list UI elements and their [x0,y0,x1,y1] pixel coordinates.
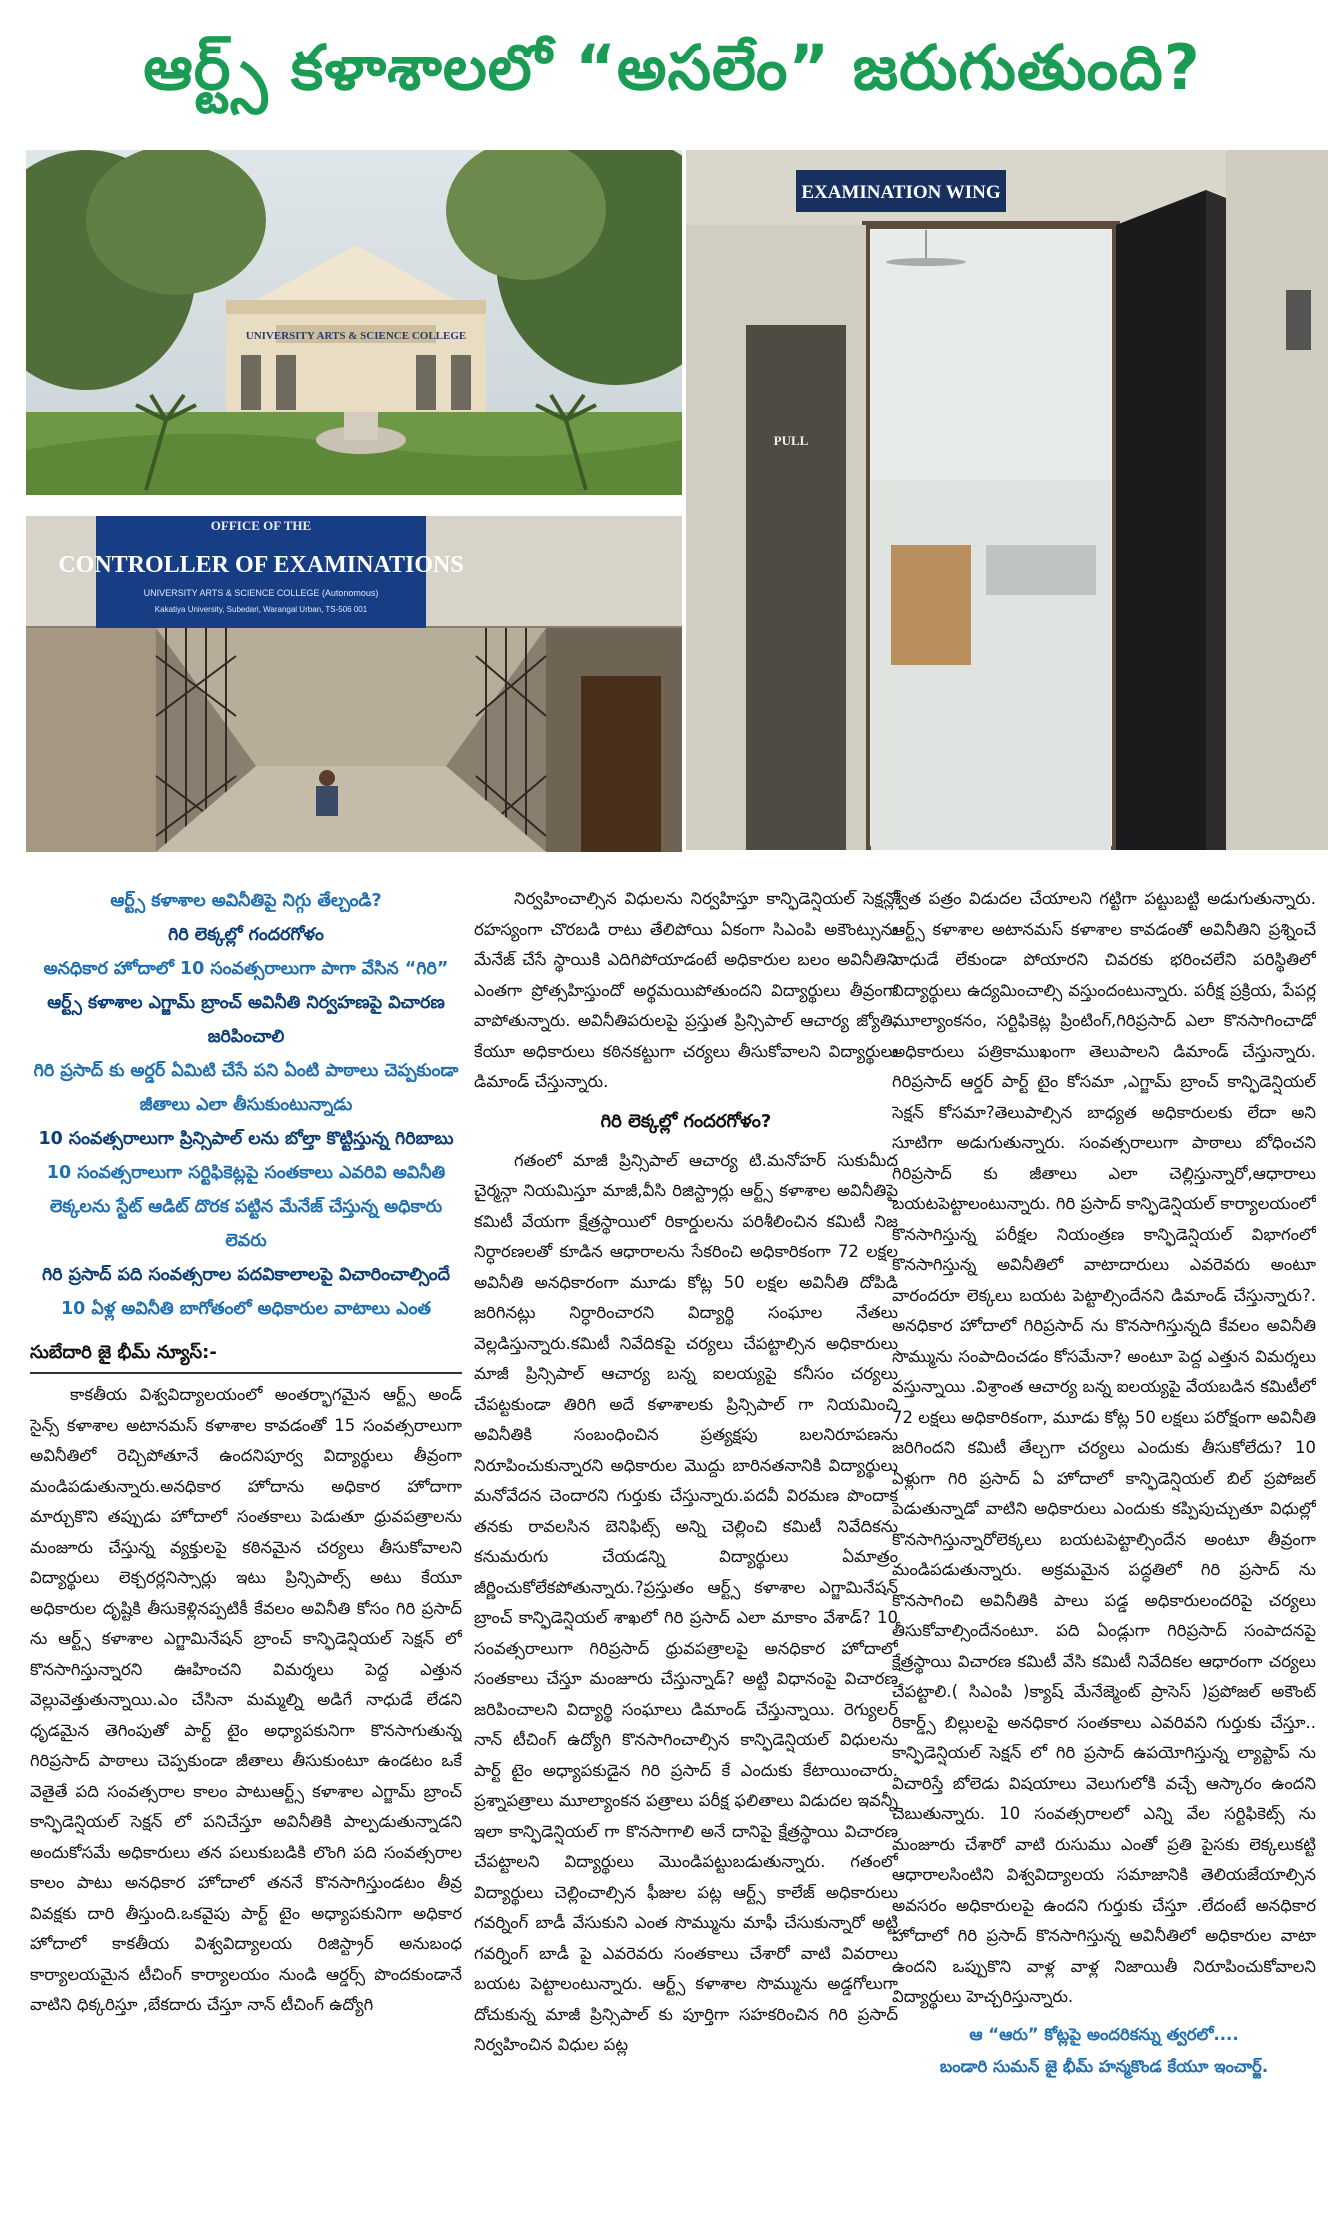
coe-board-main: CONTROLLER OF EXAMINATIONS [58,552,464,578]
column-2-body-a: నిర్వహించాల్సిన విధులను నిర్వహిస్తూ కాన్ఫిడెన్షియల్ సెక్షన్లో రహస్యంగా చొరబడి రాటు తేలిపోయి ఏకంగా సిఎంపి అకౌంట్సును మేనేజ్ చేసే స్థాయికి ఎదిగిపోయాడంటే అధికారుల బలం అవినీతిని ఎంతగా ప్రోత్సహిస్తుందో అర్థమయిపోతుందని విద్యార్థులు తీవ్రంగా వాపోతున్నారు. అవినీతిపరులపై ప్రస్తుత ప్రిన్సిపాల్ ఆచార్య జ్యోతి, కేయూ అధికారులు కఠినకట్టుగా చర్యలు తీసుకోవాలని విద్యార్థులు డిమాండ్ చేస్తున్నారు. [474,889,898,1091]
highlight-2: గిరి లెక్కల్లో గందరగోళం [168,925,324,945]
highlight-6: 10 సంవత్సరాలుగా ప్రిన్సిపాల్ లను బోల్తా కొట్టిస్తున్న గిరిబాబు [38,1129,454,1149]
examination-wing-photo [686,150,1328,850]
coe-board-top: OFFICE OF THE [210,518,312,533]
highlight-3: అనధికార హోదాలో 10 సంవత్సరాలుగా పాగా వేసిన “గిరి” [43,959,449,979]
footer-teaser: ఆ “ఆరు” కోట్లపై అందరికన్ను త్వరలో.... [969,2024,1239,2044]
coe-board-address: Kakatiya University, Subedari, Warangal Urban, TS-506 001 [154,605,368,614]
column-1-body: కాకతీయ విశ్వవిద్యాలయంలో అంతర్భాగమైన ఆర్ట్స్ అండ్ సైన్స్ కళాశాల అటానమస్ కళాశాల కావడంతో 15 సంవత్సరాలుగా అవినీతిలో రెచ్చిపోతూనే ఉందనిపూర్వ విద్యార్థులు తీవ్రంగా మండిపడుతున్నారు.అనధికార హోదాను అధికార హోదాగా మార్చుకొని తప్పుడు హోదాలో సంతకాలు పెడుతూ ధ్రువపత్రాలను మంజూరు చేస్తున్న వ్యక్తులపై కఠినమైన చర్యలు తీసుకోవాలని విద్యార్థులు లెక్చరర్లనిస్సార్లు ఇటు ప్రిన్సిపాల్స్ అటు కేయూ అధికారుల దృష్టికి తీసుకెళ్లినప్పటికీ కేవలం అవినీతి కోసం గిరి ప్రసాద్ ను ఆర్ట్స్ కళాశాల ఎగ్జామినేషన్ బ్రాంచ్ కాన్ఫిడెన్షియల్ సెక్షన్ లో కొనసాగిస్తున్నారని ఊహించని విమర్శలు పెద్ద ఎత్తున వెల్లువెత్తుతున్నాయి.ఎం చేసినా మమ్మల్ని అడిగే నాధుడే లేడని ధృడమైన తెగింపుతో పార్ట్ టైం అధ్యాపకునిగా కొనసాగుతున్న గిరిప్రసాద్ పాఠాలు చెప్పకుండా జీతాలు తీసుకుంటూ ఉండటం ఒకే వెతైతే పది సంవత్సరాల కాలం పాటుఆర్ట్స్ కళాశాల ఎగ్జామ్ బ్రాంచ్ కాన్ఫిడెన్షియల్ సెక్షన్ లో పనిచేస్తూ అవినీతికి పాల్పడుతున్నాడని అందుకోసమే అధికారులు తన పలుకుబడికి లొంగి పది సంవత్సరాల కాలం పాటు అనధికార హోదాలో తననే కొనసాగిస్తుండటం తీవ్ర వివక్షకు దారి తీస్తుంది.ఒకవైపు పార్ట్ టైం అధ్యాపకునిగా అధికార హోదాలో కాకతీయ విశ్వవిద్యాలయ రిజిస్ట్రార్ అనుబంధ కార్యాలయమైన టీచింగ్ కార్యాలయం నుండి ఆర్డర్స్ పొందకుండానే వాటిని ధిక్కరిస్తూ ,బేకదారు చేస్తూ నాన్ టీచింగ్ ఉద్యోగి [30,1385,462,2014]
highlight-4: ఆర్ట్స్ కళాశాల ఎగ్జామ్ బ్రాంచ్ అవినీతి నిర్వహణపై విచారణ జరిపించాలి [47,993,445,1047]
footer-reporter: బండారి సుమన్ జై భీమ్ హన్మకొండ కేయూ ఇంచార్జ్. [939,2056,1269,2076]
highlight-8: గిరి ప్రసాద్ పది సంవత్సరాల పదవికాలాలపై విచారించాల్సిందే [41,1265,451,1285]
column-2-body-b: గతంలో మాజీ ప్రిన్సిపాల్ ఆచార్య టి.మనోహర్ సుకుమీద చైర్మన్గా నియమిస్తూ మాజీ,వీసి రిజిస్ట్రార్లు ఆర్ట్స్ కళాశాల అవినీతిపై కమిటీ వేయగా క్షేత్రస్థాయిలో రికార్డులను పరిశీలించిన కమిటీ నిజ నిర్ధారణలతో కూడిన ఆధారాలను సేకరించి అధికారికంగా 72 లక్షల అవినీతి అనధికారంగా మూడు కోట్ల 50 లక్షల అవినీతి దోపిడి జరిగినట్లు నిర్ధారించారని విద్యార్థి సంఘాల నేతలు వెల్లడిస్తున్నారు.కమిటీ నివేదికపై చర్యలు చేపట్టాల్సిన అధికారులు మాజీ ప్రిన్సిపాల్ ఆచార్య బన్న ఐలయ్యపై కనీసం చర్యలు చేపట్టకుండా తిరిగి అదే కళాశాలకు ప్రిన్సిపాల్ గా నియమించి అవినీతికి సంబంధించిన ప్రత్యక్షపు బలనిరూపణను నిరూపించుకున్నారని అధికారుల మొద్దు బారినతనానికి విద్యార్థులు మనోవేదన చెందారని గుర్తుకు చేస్తున్నారు.పదవీ విరమణ పొందాక తనకు రావలసిన బెనిఫిట్స్ అన్ని చెల్లించి కమిటీ నివేదికను కనుమరుగు చేయడన్ని విద్యార్థులు ఏమాత్రం జీర్ణించుకోలేకపోతున్నారు.?ప్రస్తుతం ఆర్ట్స్ కళాశాల ఎగ్జామినేషన్ బ్రాంచ్ కాన్ఫిడెన్షియల్ శాఖలో గిరి ప్రసాద్ ఎలా మాకాం వేశాడ్? 10 సంవత్సరాలుగా గిరిప్రసాద్ ధ్రువపత్రాలపై అనధికార హోదాలో సంతకాలు చేస్తూ మంజూరు చేస్తున్నాడ్? అట్టి విధానంపై విచారణ జరిపించాలని విద్యార్థి సంఘాలు డిమాండ్ చేస్తున్నాయి. రెగ్యులర్ నాన్ టీచింగ్ ఉద్యోగి కొనసాగించాల్సిన కాన్ఫిడెన్షియల్ విధులను పార్ట్ టైం అధ్యాపకుడైన గిరి ప్రసాద్ కే ఎందుకు కేటాయించారు. ప్రశ్నాపత్రాలు మూల్యాంకన పత్రాలు పరీక్ష ఫలితాలు విడుదల ఇవన్నీ ఇలా కాన్ఫిడెన్షియల్ గా కొనసాగాలి అనే దానిపై క్షేత్రస్థాయి విచారణ చేపట్టాలని విద్యార్థులు మొండిపట్టుబడుతున్నారు. గతంలో విద్యార్థులు చెల్లించాల్సిన ఫీజుల పట్ల ఆర్ట్స్ కాలేజ్ అధికారులు గవర్నింగ్ బాడీ వేసుకుని ఎంత సొమ్మును మాఫీ చేసుకున్నారో అట్టి గవర్నింగ్ బాడీ పై ఎవరెవరు సంతకాలు చేశారో వాటి వివరాలు బయట పెట్టాలంటున్నారు. ఆర్ట్స్ కళాశాల సొమ్మును అడ్డగోలుగా దోచుకున్న మాజీ ప్రిన్సిపాల్ కు పూర్తిగా సహకరించిన గిరి ప్రసాద్ నిర్వహించిన విధుల పట్ల [474,1150,898,2054]
byline: సుబేదారి జై భీమ్ న్యూస్:- [30,1342,217,1363]
highlight-5: గిరి ప్రసాద్ కు అర్డర్ ఏమిటి చేసే పని ఏంటి పాఠాలు చెప్పకుండా జీతాలు ఎలా తీసుకుంటున్నాడు [33,1061,459,1115]
coe-board-sub: UNIVERSITY ARTS & SCIENCE COLLEGE (Autonomous) [143,588,379,598]
controller-of-examinations-photo [26,516,682,852]
column-2-subheading: గిరి లెక్కల్లో గందరగోళం? [600,1110,772,1132]
door-pull-label: PULL [773,433,809,448]
article-column-1 [30,884,462,2214]
college-sign-text: UNIVERSITY ARTS & SCIENCE COLLEGE [245,330,467,342]
byline-rule [30,1372,462,1374]
exam-wing-sign: EXAMINATION WING [801,182,1001,203]
highlight-7: 10 సంవత్సరాలుగా సర్టిఫికెట్లపై సంతకాలు ఎవరివి అవినీతి లెక్కలను స్టేట్ ఆడిట్ దొరక పట్టిన మేనేజ్ చేస్తున్న అధికారు లెవరు [46,1163,446,1251]
highlight-9: 10 ఏళ్ల అవినీతి బాగోతంలో అధికారుల వాటాలు ఎంత [60,1299,432,1319]
college-campus-photo [26,150,682,495]
article-column-2 [474,884,898,2214]
column-3-body: శ్వేత పత్రం విడుదల చేయాలని గట్టిగా పట్టుబట్టి అడుగుతున్నారు. ఆర్ట్స్ కళాశాల అటానమస్ కళాశాల కావడంతో అవినీతిని ప్రశ్నించే నాధుడే లేకుండా పోయారని చివరకు భరించలేని పరిస్థితిలో విద్యార్థులు ఉద్యమించాల్సి వస్తుందంటున్నారు. పరీక్ష ప్రక్రియ, పేపర్ల మూల్యాంకనం, సర్టిఫికెట్ల ప్రింటింగ్,గిరిప్రసాద్ ఎలా కొనసాగించాడో అధికారులు పత్రికాముఖంగా తెలుపాలని డిమాండ్ చేస్తున్నారు. గిరిప్రసాద్ ఆర్డర్ పార్ట్ టైం కోసమా ,ఎగ్జామ్ బ్రాంచ్ కాన్ఫిడెన్షియల్ సెక్షన్ కోసమా?తెలుపాల్సిన బాధ్యత అధికారులకు లేదా అని సూటిగా అడుగుతున్నారు. సంవత్సరాలుగా పాఠాలు బోధించని గిరిప్రసాద్ కు జీతాలు ఎలా చెల్లిస్తున్నారో,ఆధారాలు బయటపెట్టాలంటున్నారు. గిరి ప్రసాద్ కాన్ఫిడెన్షియల్ కార్యాలయంలో కొనసాగిస్తున్న పరీక్షల నియంత్రణ కాన్ఫిడెన్షియల్ విభాగంలో కొనసాగిస్తున్న అవినీతిలో వాటాదారులు ఎవరెవరు అంటూ వారందరూ లెక్కలు బయట పెట్టాల్సిందేనని డిమాండ్ చేస్తున్నారు?. అనధికార హోదాలో గిరిప్రసాద్ ను కొనసాగిస్తున్నది కేవలం అవినీతి సొమ్మును సంపాదించడం కోసమేనా? అంటూ పెద్ద ఎత్తున విమర్శలు వస్తున్నాయి .విశ్రాంత ఆచార్య బన్న ఐలయ్యపై వేయబడిన కమిటీలో 72 లక్షలు అధికారికంగా, మూడు కోట్ల 50 లక్షలు పరోక్షంగా అవినీతి జరిగిందని కమిటీ తేల్చగా చర్యలు ఎందుకు తీసుకోలేదు? 10 ఏళ్లుగా గిరి ప్రసాద్ ఏ హోదాలో కాన్ఫిడెన్షియల్ బిల్ ప్రపోజల్ పెడుతున్నాడో వాటిని అధికారులు ఎందుకు కప్పిపుచ్చుతూ విధుల్లో కొనసాగిస్తున్నారోలెక్కలు బయటపెట్టాల్సిందేన అంటూ తీవ్రంగా మండిపడుతున్నారు. అక్రమమైన పద్ధతిలో గిరి ప్రసాద్ ను కొనసాగించి అవినీతికి పాలు పడ్డ అధికారులందరిపై చర్యలు తీసుకోవాల్సిందేనంటూ. పది ఏండ్లుగా గిరిప్రసాద్ సంపాదనపై క్షేత్రస్థాయి విచారణ కమిటీ వేసి కమిటీ నివేదికల ఆధారంగా చర్యలు చేపట్టాలి.( సిఎంపి )క్యాష్ మేనేజ్మెంట్ ప్రాసెస్ )ప్రపోజల్ అకౌంట్ రికార్డ్స్ బిల్లులపై అనధికార సంతకాలు ఎవరివని గుర్తుకు చేస్తూ.. కాన్ఫిడెన్షియల్ సెక్షన్ లో గిరి ప్రసాద్ ఉపయోగిస్తున్న ల్యాప్టాప్ ను విచారిస్తే బోలెడు విషయాలు వెలుగులోకి వచ్చే ఆస్కారం ఉందని చెబుతున్నారు. 10 సంవత్సరాలలో ఎన్ని వేల సర్టిఫికెట్స్ ను మంజూరు చేశారో వాటి రుసుము ఎంతో ప్రతి పైసకు లెక్కలుకట్టి ఆధారాలసింటిని విశ్వవిద్యాలయ సమాజానికి తెలియజేయాల్సిన అవసరం అధికారులపై ఉందని గుర్తుకు చేస్తూ .లేదంటే అనధికార హోదాలో గిరి ప్రసాద్ కొనసాగిస్తున్న అవినీతిలో అధికారుల వాటా ఉందని ఒప్పుకొని వాళ్ల వాళ్ల నిజాయితీ నిరూపించుకోవాలని విద్యార్థులు హెచ్చరిస్తున్నారు. [892,889,1316,2006]
highlight-1: ఆర్ట్స్ కళాశాల అవినీతిపై నిగ్గు తేల్చండి? [110,891,382,911]
headline: ఆర్ట్స్ కళాశాలలో “అసలేం” జరుగుతుంది? [143,31,1201,104]
article-column-3 [892,884,1316,2214]
